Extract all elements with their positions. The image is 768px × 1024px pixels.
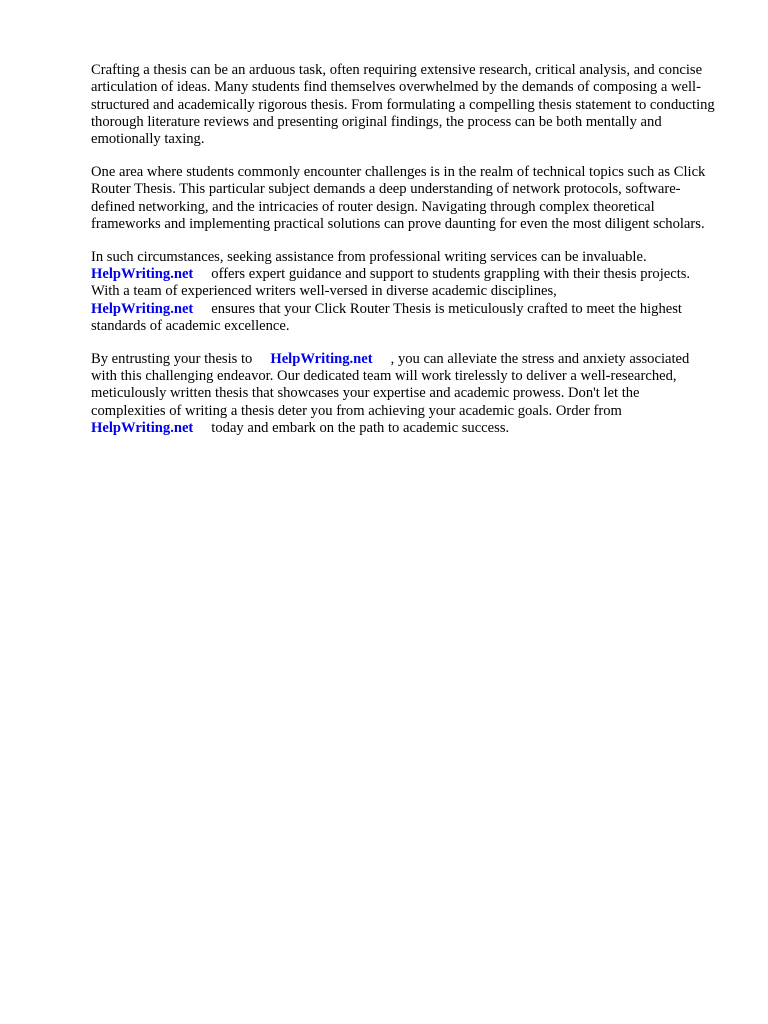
paragraph-call-to-action [91, 351, 716, 437]
helpwriting-link[interactable]: HelpWriting.net [270, 350, 373, 367]
document-body [91, 62, 716, 453]
paragraph-text: By entrusting your thesis to [91, 350, 253, 367]
paragraph-text: , you can alleviate the stress and anxiety associated with this challenging endeavor. Our dedicated team will work tirelessly to deliver a well-researched, meticulously written thesis that showcases your expertise and academic prowess. Don't let the complexities of writing a thesis deter you from achieving your academic goals. Order from [91, 350, 690, 419]
paragraph-writing-services [91, 249, 716, 335]
helpwriting-link[interactable]: HelpWriting.net [91, 265, 194, 282]
paragraph-text: ensures that your Click Router Thesis is meticulously crafted to meet the highest standards of academic excellence. [91, 300, 682, 334]
helpwriting-link[interactable]: HelpWriting.net [91, 300, 194, 317]
paragraph-intro: Crafting a thesis can be an arduous task, often requiring extensive research, critical analysis, and concise articulation of ideas. Many students find themselves overwhelmed by the demands of composing a well-structured and academically rigorous thesis. From formulating a compelling thesis statement to conducting thorough literature reviews and presenting original findings, the process can be both mentally and emotionally taxing. [91, 62, 715, 148]
paragraph-text: offers expert guidance and support to students grappling with their thesis projects. With a team of experienced writers well-versed in diverse academic disciplines, [91, 265, 691, 300]
paragraph-text: today and embark on the path to academic success. [211, 419, 510, 436]
paragraph-text: In such circumstances, seeking assistance from professional writing services can be invaluable. [91, 248, 647, 265]
paragraph-technical-topics: One area where students commonly encounter challenges is in the realm of technical topics such as Click Router Thesis. This particular subject demands a deep understanding of network protocols, software-defined networking, and the intricacies of router design. Navigating through complex theoretical frameworks and implementing practical solutions can prove daunting for even the most diligent scholars. [91, 163, 706, 232]
helpwriting-link[interactable]: HelpWriting.net [91, 419, 194, 436]
